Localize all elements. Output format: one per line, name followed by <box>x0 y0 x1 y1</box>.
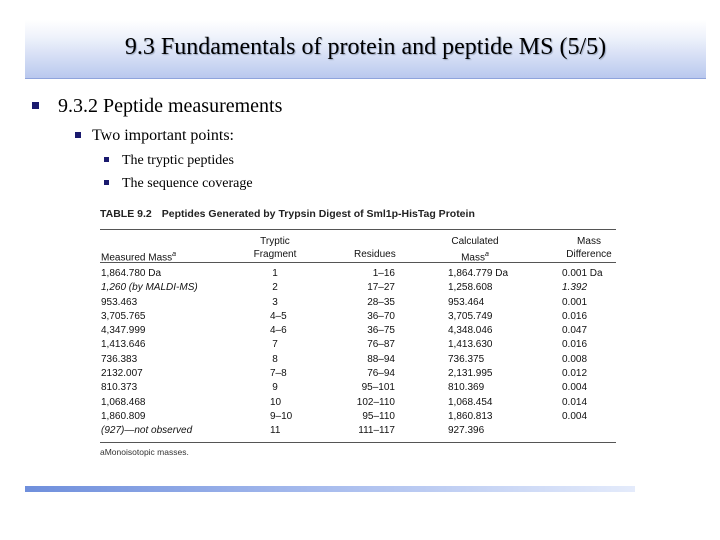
slide-title: 9.3 Fundamentals of protein and peptide MS (5/5) <box>124 34 607 60</box>
cell-calculated-mass: 1,864.779 Da <box>448 268 509 279</box>
cell-calculated-mass: 927.396 <box>448 425 485 437</box>
cell-calculated-mass: 1,413.630 <box>448 339 493 351</box>
header-residues: Residues <box>354 249 396 260</box>
cell-tryptic-fragment: 4–6 <box>270 325 287 337</box>
cell-measured-mass: (927)—not observed <box>101 425 193 437</box>
cell-mass-difference: 0.004 <box>562 382 588 394</box>
cell-residues: 17–27 <box>367 282 395 294</box>
table-row <box>100 324 616 338</box>
cell-mass-difference: 0.008 <box>562 353 588 365</box>
bottom-accent-bar <box>25 486 635 492</box>
cell-tryptic-fragment: 3 <box>272 296 278 308</box>
cell-tryptic-fragment: 4–5 <box>270 310 287 322</box>
cell-mass-difference: 0.012 <box>562 368 588 380</box>
peptide-table <box>100 208 616 457</box>
table-row <box>100 267 616 281</box>
bullet-level-2-text: Two important points: <box>92 127 234 144</box>
cell-measured-mass: 1,260 (by MALDI-MS) <box>101 282 198 294</box>
cell-residues: 95–101 <box>361 382 395 394</box>
cell-tryptic-fragment: 10 <box>270 396 282 408</box>
header-tryptic-fragment: Tryptic Fragment <box>253 236 297 260</box>
bullet-level-3-text: The sequence coverage <box>122 176 253 191</box>
table-row <box>100 367 616 381</box>
cell-calculated-mass: 953.464 <box>448 296 485 308</box>
cell-calculated-mass: 736.375 <box>448 353 485 365</box>
table-row <box>100 396 616 410</box>
table-footnote: aMonoisotopic masses. <box>100 446 189 457</box>
cell-residues: 76–94 <box>367 368 395 380</box>
cell-residues: 76–87 <box>367 339 395 351</box>
cell-mass-difference: 0.001 Da <box>562 268 603 279</box>
cell-calculated-mass: 1,068.454 <box>448 396 493 408</box>
cell-measured-mass: 4,347.999 <box>101 325 146 337</box>
table-row <box>100 381 616 395</box>
table-row <box>100 296 616 310</box>
cell-tryptic-fragment: 7 <box>272 339 278 351</box>
cell-measured-mass: 1,413.646 <box>101 339 146 351</box>
cell-mass-difference: 0.001 <box>562 296 588 308</box>
cell-measured-mass: 2132.007 <box>101 368 143 380</box>
cell-residues: 88–94 <box>367 353 395 365</box>
table-body <box>100 263 616 442</box>
square-bullet-icon <box>104 180 109 185</box>
header-measured-mass: Measured Mass$^a$ <box>101 251 177 264</box>
cell-measured-mass: 810.373 <box>101 382 138 394</box>
cell-residues: 28–35 <box>367 296 395 308</box>
square-bullet-icon <box>32 102 39 109</box>
cell-measured-mass: 953.463 <box>101 296 138 308</box>
cell-mass-difference: 0.014 <box>562 396 588 408</box>
cell-mass-difference: 1.392 <box>562 282 588 294</box>
table-caption-id: TABLE 9.2 <box>100 208 152 220</box>
square-bullet-icon <box>104 157 109 162</box>
table-row <box>100 281 616 295</box>
square-bullet-icon <box>75 132 81 138</box>
table-row <box>100 424 616 438</box>
cell-mass-difference: 0.016 <box>562 310 588 322</box>
cell-residues: 1–16 <box>372 268 395 279</box>
bullet-level-1-text: 9.3.2 Peptide measurements <box>58 95 283 117</box>
cell-mass-difference: 0.047 <box>562 325 588 337</box>
bullet-level-3-text: The tryptic peptides <box>122 153 234 168</box>
title-bar <box>25 20 706 79</box>
cell-measured-mass: 3,705.765 <box>101 310 146 322</box>
header-mass-difference: Mass Difference <box>566 236 612 260</box>
cell-tryptic-fragment: 1 <box>272 268 278 279</box>
table-row <box>100 353 616 367</box>
table-row <box>100 410 616 424</box>
cell-tryptic-fragment: 11 <box>270 425 281 437</box>
cell-calculated-mass: 810.369 <box>448 382 485 394</box>
cell-calculated-mass: 1,258.608 <box>448 282 493 294</box>
cell-tryptic-fragment: 8 <box>272 353 278 365</box>
cell-calculated-mass: 2,131.995 <box>448 368 493 380</box>
table-bottom-rule <box>100 442 616 443</box>
table-caption <box>100 208 616 224</box>
cell-residues: 36–75 <box>367 325 395 337</box>
table-caption-text: Peptides Generated by Trypsin Digest of Sml1p-HisTag Protein <box>161 208 475 220</box>
cell-residues: 95–110 <box>362 410 395 422</box>
cell-calculated-mass: 4,348.046 <box>448 325 493 337</box>
cell-measured-mass: 1,860.809 <box>101 410 146 422</box>
header-calculated-mass: Calculated Mass$^a$ <box>451 236 499 264</box>
cell-tryptic-fragment: 7–8 <box>270 368 287 380</box>
cell-calculated-mass: 3,705.749 <box>448 310 493 322</box>
cell-residues: 36–70 <box>367 310 395 322</box>
cell-measured-mass: 736.383 <box>101 353 138 365</box>
cell-tryptic-fragment: 9–10 <box>270 410 293 422</box>
cell-mass-difference: 0.004 <box>562 410 588 422</box>
table-row <box>100 338 616 352</box>
cell-residues: 102–110 <box>356 396 395 408</box>
cell-calculated-mass: 1,860.813 <box>448 410 493 422</box>
cell-residues: 111–117 <box>358 425 395 437</box>
table-row <box>100 310 616 324</box>
cell-mass-difference: 0.016 <box>562 339 588 351</box>
cell-tryptic-fragment: 2 <box>272 282 278 294</box>
cell-tryptic-fragment: 9 <box>272 382 278 394</box>
cell-measured-mass: 1,864.780 Da <box>101 268 162 279</box>
table-header <box>100 230 616 262</box>
cell-measured-mass: 1,068.468 <box>101 396 146 408</box>
